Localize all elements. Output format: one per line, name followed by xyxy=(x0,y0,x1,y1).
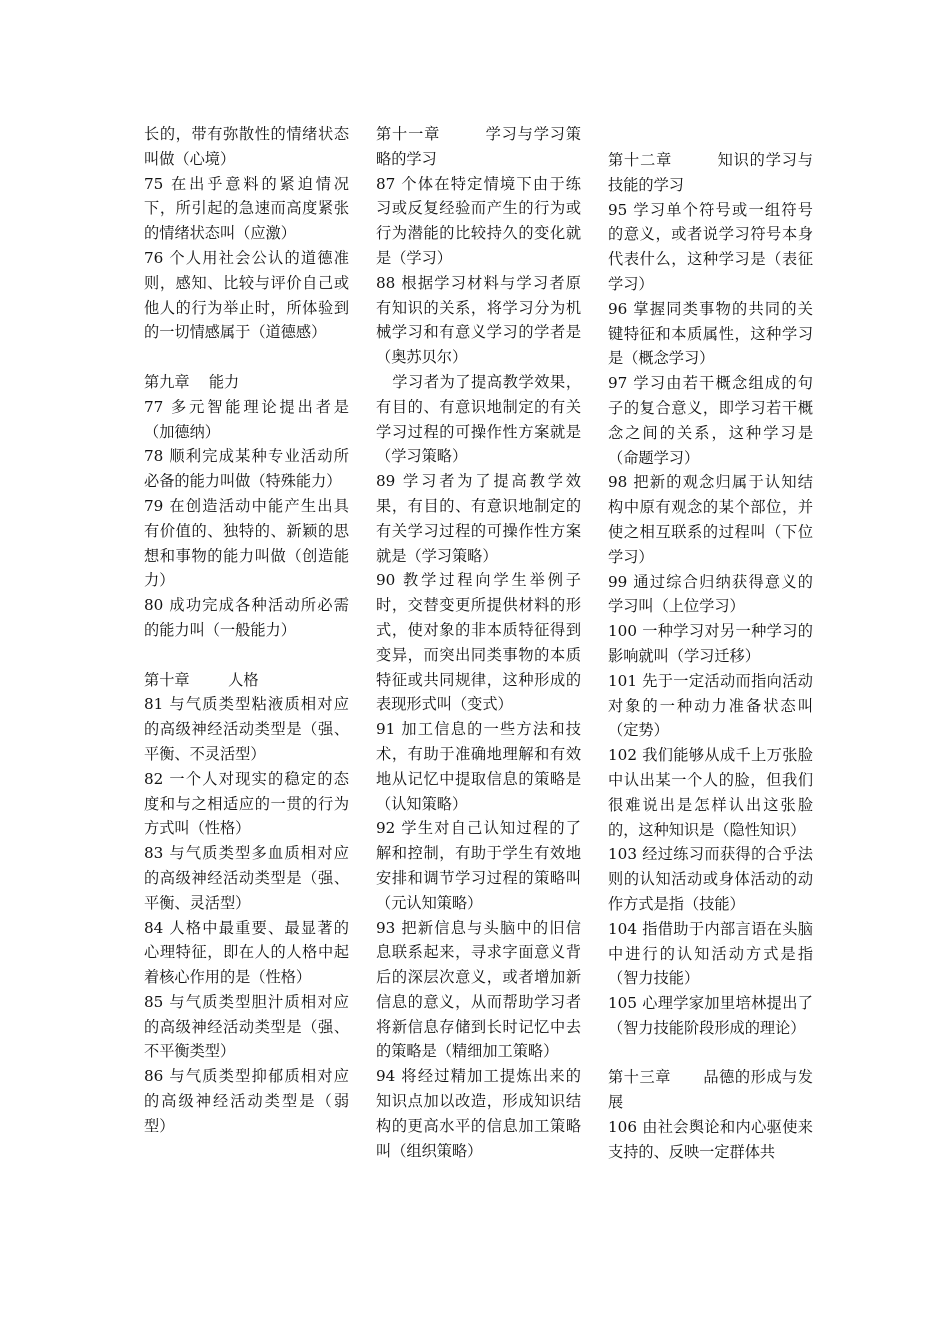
question-91: 91 加工信息的一些方法和技术，有助于准确地理解和有效地从记忆中提取信息的策略是（认知策略） xyxy=(376,720,581,813)
question-95: 95 学习单个符号或一组符号的意义，或者说学习符号本身代表什么，这种学习是（表征学习） xyxy=(608,200,813,293)
paragraph: 长的，带有弥散性的情绪状态叫做（心境） xyxy=(144,125,349,168)
question-82: 82 一个人对现实的稳定的态度和与之相适应的一贯的行为方式叫（性格） xyxy=(144,769,349,838)
question-80: 80 成功完成各种活动所必需的能力叫（一般能力） xyxy=(144,596,349,639)
question-90: 90 教学过程向学生举例子时，交替变更所提供材料的形式，使对象的非本质特征得到变异，而突出同类事物的本质特征或共同规律，这种形成的表现形式叫（变式） xyxy=(376,571,581,714)
question-86: 86 与气质类型抑郁质相对应的高级神经活动类型是（弱型） xyxy=(144,1067,349,1135)
question-89: 89 学习者为了提高教学效果，有目的、有意识地制定的有关学习过程的可操作性方案就是（学习策略） xyxy=(376,472,581,565)
question-103: 103 经过练习而获得的合乎法则的认知活动或身体活动的动作方式是指（技能） xyxy=(608,845,813,913)
question-76: 76 个人用社会公认的道德准则，感知、比较与评价自己或他人的行为举止时，所体验到的一切情感属于（道德感） xyxy=(144,248,349,342)
column-right xyxy=(608,148,813,1165)
question-105: 105 心理学家加里培林提出了（智力技能阶段形成的理论） xyxy=(608,994,813,1037)
question-84: 84 人格中最重要、最显著的心理特征，即在人的人格中起着核心作用的是（性格） xyxy=(144,918,349,987)
question-88: 88 根据学习材料与学习者原有知识的关系，将学习分为机械学习和有意义学习的学者是（奥苏贝尔） xyxy=(376,273,581,367)
question-100: 100 一种学习对另一种学习的影响就叫（学习迁移） xyxy=(608,622,813,665)
question-102: 102 我们能够从成千上万张脸中认出某一个人的脸，但我们很难说出是怎样认出这张脸的，这种知识是（隐性知识） xyxy=(608,746,813,839)
question-94: 94 将经过精加工提炼出来的知识点加以改造，形成知识结构的更高水平的信息加工策略叫（组织策略） xyxy=(376,1067,581,1160)
question-93: 93 把新信息与头脑中的旧信息联系起来，寻求字面意义背后的深层次意义，或者增加新信息的意义，从而帮助学习者将新信息存储到长时记忆中去的策略是（精细加工策略） xyxy=(376,918,581,1061)
question-101: 101 先于一定活动而指向活动对象的一种动力准备状态叫（定势） xyxy=(608,671,813,740)
question-97: 97 学习由若干概念组成的句子的复合意义，即学习若干概念之间的关系，这种学习是（命题学习） xyxy=(608,374,813,467)
chapter-heading-9: 第九章 能力 xyxy=(144,372,240,391)
spacer xyxy=(144,643,349,668)
spacer xyxy=(144,345,349,370)
question-87: 87 个体在特定情境下由于练习或反复经验而产生的行为或行为潜能的比较持久的变化就是（学习） xyxy=(376,174,581,267)
spacer xyxy=(608,1041,813,1066)
question-85: 85 与气质类型胆汁质相对应的高级神经活动类型是（强、不平衡类型） xyxy=(144,992,349,1061)
question-92: 92 学生对自己认知过程的了解和控制，有助于学生有效地安排和调节学习过程的策略叫（元认知策略） xyxy=(376,819,581,912)
question-99: 99 通过综合归纳获得意义的学习叫（上位学习） xyxy=(608,572,813,616)
question-79: 79 在创造活动中能产生出具有价值的、独特的、新颖的思想和事物的能力叫做（创造能力） xyxy=(144,496,349,590)
question-98: 98 把新的观念归属于认知结构中原有观念的某个部位，并使之相互联系的过程叫（下位学习） xyxy=(608,473,813,566)
column-middle xyxy=(376,122,581,1163)
question-77: 77 多元智能理论提出者是（加德纳） xyxy=(144,397,349,441)
chapter-heading-12: 第十二章 知识的学习与技能的学习 xyxy=(608,151,813,194)
question-106: 106 由社会舆论和内心驱使来支持的、反映一定群体共 xyxy=(608,1118,813,1161)
chapter-heading-10: 第十章 人格 xyxy=(144,670,259,689)
chapter-heading-11: 第十一章 学习与学习策略的学习 xyxy=(376,125,581,168)
question-78: 78 顺利完成某种专业活动所必备的能力叫做（特殊能力） xyxy=(144,447,349,491)
question-81: 81 与气质类型粘液质相对应的高级神经活动类型是（强、平衡、不灵活型） xyxy=(144,695,349,763)
question-75: 75 在出乎意料的紧迫情况下，所引起的急速而高度紧张的情绪状态叫（应激） xyxy=(144,174,349,243)
paragraph: 学习者为了提高教学效果，有目的、有意识地制定的有关学习过程的可操作性方案就是（学习策略） xyxy=(376,372,582,466)
column-left xyxy=(144,122,349,1139)
question-104: 104 指借助于内部言语在头脑中进行的认知活动方式是指（智力技能） xyxy=(608,919,813,988)
question-83: 83 与气质类型多血质相对应的高级神经活动类型是（强、平衡、灵活型） xyxy=(144,844,349,912)
chapter-heading-13: 第十三章 品德的形成与发展 xyxy=(608,1068,813,1112)
question-96: 96 掌握同类事物的共同的关键特征和本质属性，这种学习是（概念学习） xyxy=(608,299,813,368)
